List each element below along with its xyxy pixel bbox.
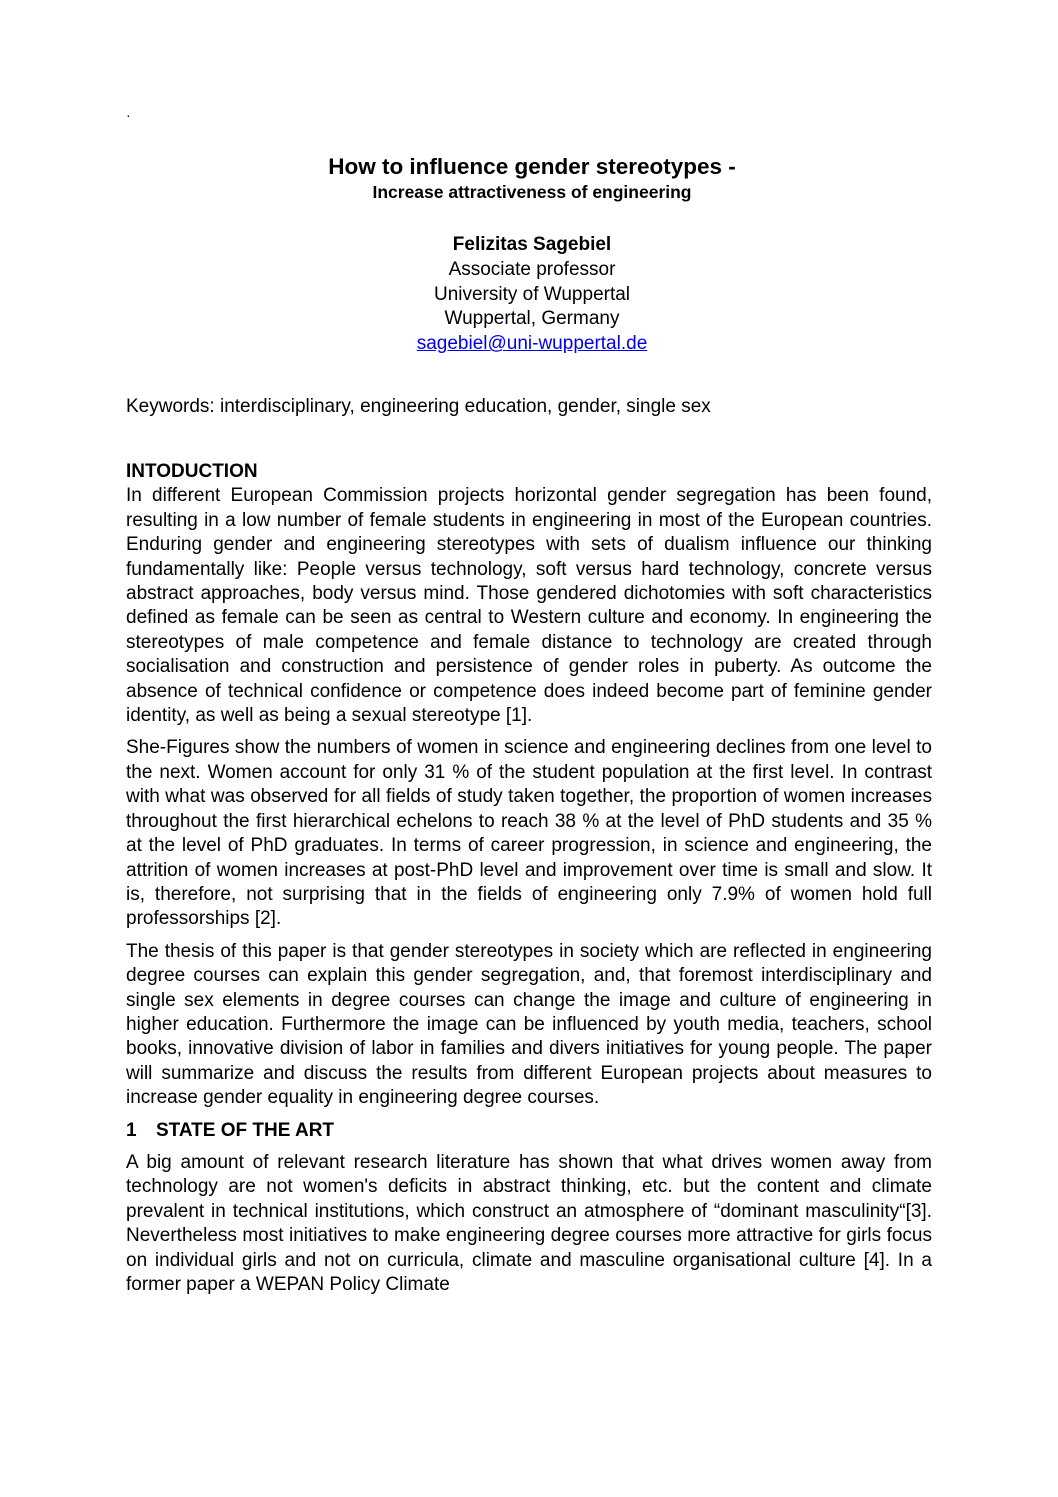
section-1-title: STATE OF THE ART [156,1119,335,1141]
paper-header [0,153,1058,203]
paper-subtitle: Increase attractiveness of engineering [372,182,692,202]
section-1-heading [126,1119,932,1143]
author-email-link[interactable]: sagebiel@uni-wuppertal.de [416,333,648,355]
author-block [0,233,1058,357]
author-institution: University of Wuppertal [433,283,631,305]
paper-body [126,460,932,1305]
author-location: Wuppertal, Germany [444,308,620,330]
section-1-number: 1 [126,1119,137,1141]
introduction-heading: INTODUCTION [126,461,258,482]
page-marker: · [126,107,131,123]
paper-title: How to influence gender stereotypes - [328,154,736,179]
author-position: Associate professor [448,258,616,280]
intro-paragraph-1: In different European Commission projects horizontal gender segregation has been found, resulting in a low number of female students in engineering in most of the European countries. Enduring gender and engineering stereotypes with sets of dualism influence our thinking fundamentally like: People versus technology, soft versus hard technology, concrete versus abstract approaches, body versus mind. Those gendered dichotomies with soft characteristics defined as female can be seen as central to Western culture and economy. In engineering the stereotypes of male competence and female distance to technology are created through socialisation and construction and persistence of gender roles in puberty. As outcome the absence of technical confidence or competence does indeed become part of feminine gender identity, as well as being a sexual stereotype [1]. [126,485,932,727]
intro-paragraph-3: The thesis of this paper is that gender stereotypes in society which are reflected in engineering degree courses can explain this gender segregation, and, that foremost interdisciplinary and single sex elements in degree courses can change the image and culture of engineering in higher education. Furthermore the image can be influenced by youth media, teachers, school books, innovative division of labor in families and divers initiatives for young people. The paper will summarize and discuss the results from different European projects about measures to increase gender equality in engineering degree courses. [126,940,932,1109]
intro-paragraph-2: She-Figures show the numbers of women in science and engineering declines from one level to the next. Women account for only 31 % of the student population at the first level. In contrast with what was observed for all fields of study taken together, the proportion of women increases throughout the first hierarchical echelons to reach 38 % at the level of PhD students and 35 % at the level of PhD graduates. In terms of career progression, in science and engineering, the attrition of women increases at post-PhD level and improvement over time is small and slow. It is, therefore, not surprising that in the fields of engineering only 7.9% of women hold full professorships [2]. [126,737,932,930]
section-1-paragraph-1: A big amount of relevant research literature has shown that what drives women away from technology are not women's deficits in abstract thinking, etc. but the content and climate prevalent in technical institutions, which construct an atmosphere of “dominant masculinity“[3]. Nevertheless most initiatives to make engineering degree courses more attractive for girls focus on individual girls and not on curricula, climate and masculine organisational culture [4]. In a former paper a WEPAN Policy Climate [126,1151,932,1295]
author-name: Felizitas Sagebiel [452,234,612,255]
keywords-line: Keywords: interdisciplinary, engineering education, gender, single sex [126,396,711,417]
